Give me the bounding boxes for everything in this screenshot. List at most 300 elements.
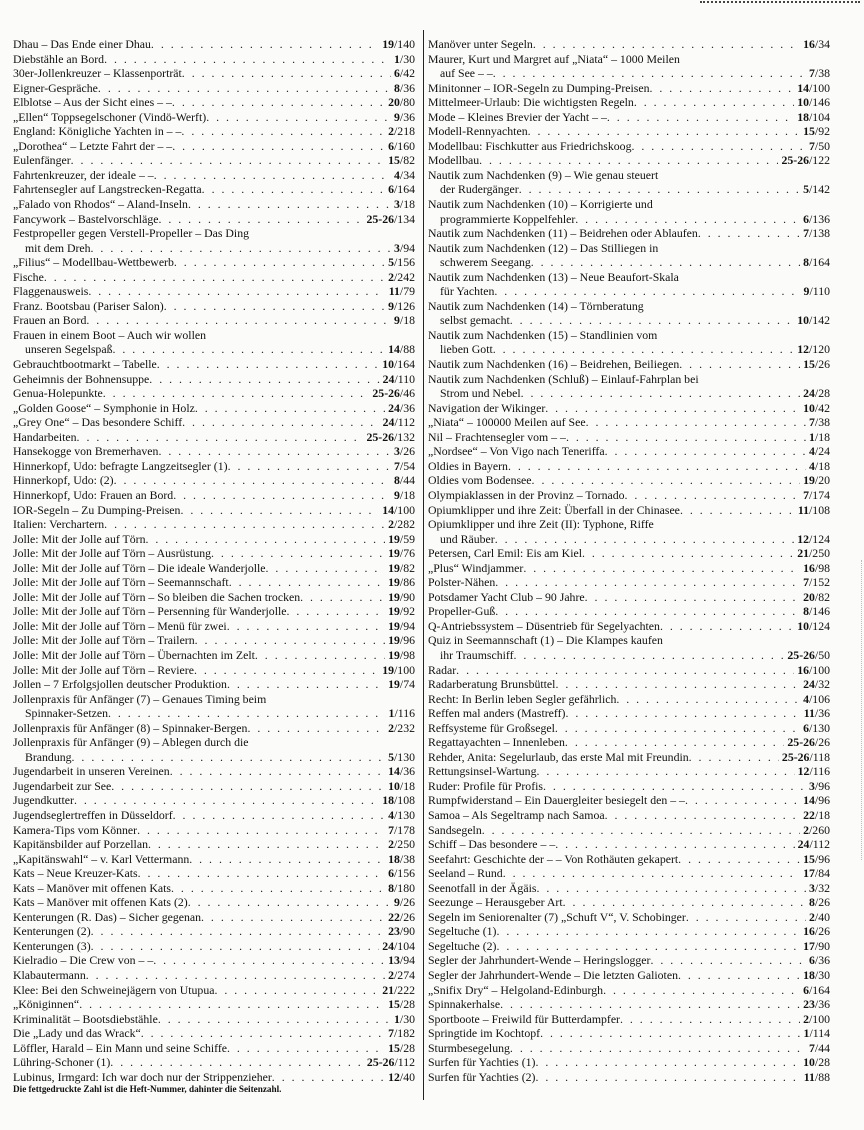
page-number: /88 <box>399 342 415 357</box>
issue-number: 4 <box>809 444 815 459</box>
index-entry <box>428 430 830 445</box>
index-entry <box>13 66 415 81</box>
leader-dots <box>173 808 385 823</box>
entry-title: Ruder: Profile für Profis <box>428 778 544 793</box>
index-entry <box>13 503 415 518</box>
index-entry <box>428 95 830 110</box>
leader-dots <box>158 1012 391 1027</box>
issue-number: 3 <box>809 778 815 793</box>
index-entry <box>428 823 830 838</box>
leader-dots <box>686 910 806 925</box>
issue-page-ref <box>385 590 415 605</box>
index-entry-line: Maurer, Kurt und Margret auf „Niata“ – 1000 Meilen <box>428 51 680 66</box>
page-number: /18 <box>399 487 415 502</box>
leader-dots <box>71 153 385 168</box>
index-entry <box>13 1070 415 1085</box>
page-number: /260 <box>809 822 830 837</box>
entry-title: Jolle: Mit der Jolle auf Törn – Die ideale Wanderjolle <box>13 560 266 575</box>
issue-page-ref <box>806 459 830 474</box>
issue-number: 10 <box>803 400 815 415</box>
page-number: /164 <box>394 357 415 372</box>
page-number: /82 <box>814 589 830 604</box>
index-column-left <box>13 37 415 1084</box>
issue-number: 24 <box>382 415 395 430</box>
issue-page-ref <box>800 401 830 416</box>
entry-title: Fancywork – Bastelvorschläge <box>13 211 159 226</box>
issue-page-ref <box>806 444 830 459</box>
page-number: /100 <box>394 662 415 677</box>
issue-number: 6 <box>388 182 395 197</box>
leader-dots <box>194 663 379 678</box>
leader-dots <box>171 881 385 896</box>
page-number: /26 <box>399 895 415 910</box>
index-entry <box>428 503 830 518</box>
leader-dots <box>605 808 801 823</box>
entry-title: Jugendseglertreffen in Düsseldorf <box>13 807 173 822</box>
issue-page-ref <box>806 1041 830 1056</box>
entry-title: Kamera-Tips vom Könner <box>13 822 138 837</box>
index-entry <box>428 735 830 750</box>
issue-page-ref <box>385 1026 415 1041</box>
leader-dots <box>300 590 385 605</box>
issue-page-ref <box>391 895 415 910</box>
issue-page-ref <box>800 1055 830 1070</box>
page-number: /232 <box>394 720 415 735</box>
index-entry <box>428 939 830 954</box>
issue-number: 10 <box>388 778 400 793</box>
issue-page-ref <box>800 575 830 590</box>
entry-title: Regattayachten – Innenleben <box>428 735 565 750</box>
page-number: /38 <box>814 415 830 430</box>
issue-number: 9 <box>394 313 400 328</box>
entry-title: und Räuber <box>440 531 495 546</box>
entry-title: Kenterungen (2) <box>13 924 91 939</box>
issue-page-ref <box>806 779 830 794</box>
issue-page-ref <box>795 837 830 852</box>
issue-number: 11 <box>388 284 400 299</box>
page-number: /142 <box>809 313 830 328</box>
entry-title: Seenotfall in der Ägäis <box>428 880 537 895</box>
entry-title: Jolle: Mit der Jolle auf Törn – Menü für zwei <box>13 618 227 633</box>
issue-number: 25-26 <box>366 429 395 444</box>
leader-dots <box>137 823 385 838</box>
issue-number: 25-26 <box>366 211 395 226</box>
issue-number: 23 <box>803 997 815 1012</box>
entry-title: Jolle: Mit der Jolle auf Törn <box>13 531 146 546</box>
page-number: /110 <box>809 284 830 299</box>
leader-dots <box>202 182 385 197</box>
issue-page-ref <box>385 532 415 547</box>
index-entry <box>428 663 830 678</box>
index-entry-continuation <box>13 706 415 721</box>
issue-number: 2 <box>388 720 395 735</box>
leader-dots <box>523 561 800 576</box>
page-number: /38 <box>399 851 415 866</box>
issue-page-ref <box>379 37 415 52</box>
issue-number: 12 <box>797 531 810 546</box>
leader-dots <box>188 197 391 212</box>
page-number: /44 <box>399 473 415 488</box>
index-entry <box>428 124 830 139</box>
index-entry <box>13 299 415 314</box>
issue-page-ref <box>391 444 415 459</box>
issue-number: 5 <box>803 182 810 197</box>
issue-page-ref <box>779 750 830 765</box>
page-number: /116 <box>809 764 830 779</box>
issue-page-ref <box>806 139 830 154</box>
leader-dots <box>603 983 800 998</box>
page-number: /44 <box>814 1040 830 1055</box>
page-number: /34 <box>814 37 830 51</box>
index-entry <box>428 881 830 896</box>
issue-number: 1 <box>803 1026 810 1041</box>
issue-page-ref <box>794 342 830 357</box>
index-entry-continuation <box>428 255 830 270</box>
index-entry <box>13 52 415 67</box>
leader-dots <box>174 255 385 270</box>
entry-title: Radarberatung Brunsbüttel <box>428 677 556 692</box>
page-number: /110 <box>394 371 415 386</box>
leader-dots <box>72 750 386 765</box>
issue-number: 8 <box>388 880 395 895</box>
index-entry-line: Nautik zum Nachdenken (9) – Wie genau steuert <box>428 167 659 182</box>
issue-number: 2 <box>803 822 810 837</box>
issue-number: 18 <box>803 968 815 982</box>
entry-title: unseren Segelspaß <box>25 342 113 357</box>
issue-number: 8 <box>803 255 810 270</box>
entry-title: „Golden Goose“ – Symphonie in Holz <box>13 400 195 415</box>
issue-number: 6 <box>803 982 810 997</box>
page-number: /218 <box>394 124 415 139</box>
page-number: /164 <box>809 982 830 997</box>
page-number: /90 <box>399 924 415 939</box>
index-entry <box>13 764 415 779</box>
issue-page-ref <box>800 692 830 707</box>
page-number: /36 <box>814 953 830 968</box>
entry-title: Segeltuche (1) <box>428 924 497 939</box>
leader-dots <box>495 575 800 590</box>
entry-title: Opiumklipper und ihre Zeit: Überfall in der Chinasee <box>428 502 680 517</box>
leader-dots <box>650 81 795 96</box>
issue-number: 10 <box>382 357 395 372</box>
index-entry-line: Quiz in Seemannschaft (1) – Die Klampes kaufen <box>428 633 663 648</box>
issue-number: 7 <box>394 458 400 473</box>
issue-number: 14 <box>797 80 810 95</box>
page-number: /82 <box>399 560 415 575</box>
leader-dots <box>535 1070 800 1085</box>
index-entry <box>13 182 415 197</box>
issue-page-ref <box>379 793 415 808</box>
leader-dots <box>158 444 391 459</box>
issue-number: 11 <box>797 502 810 517</box>
page-number: /108 <box>809 502 830 517</box>
index-entry <box>13 968 415 983</box>
leader-dots <box>77 430 364 445</box>
issue-number: 11 <box>803 1069 815 1084</box>
issue-page-ref <box>800 939 830 954</box>
index-entry-continuation <box>428 182 830 197</box>
entry-title: Olympiaklassen in der Provinz – Tornado <box>428 487 625 502</box>
issue-page-ref <box>385 575 415 590</box>
index-entry <box>13 415 415 430</box>
issue-page-ref <box>794 313 830 328</box>
issue-number: 7 <box>809 66 815 81</box>
issue-page-ref <box>806 910 830 925</box>
issue-page-ref <box>800 721 830 736</box>
entry-title: Jugendkutter <box>13 793 74 808</box>
leader-dots <box>153 953 385 968</box>
index-entry-continuation <box>428 212 830 227</box>
page-number: /20 <box>814 473 830 488</box>
issue-number: 3 <box>394 197 400 212</box>
leader-dots <box>201 910 385 925</box>
page-number: /26 <box>399 909 415 924</box>
issue-number: 7 <box>388 1026 395 1041</box>
issue-page-ref <box>385 779 415 794</box>
index-entry <box>13 313 415 328</box>
leader-dots <box>108 706 386 721</box>
issue-number: 7 <box>809 138 815 153</box>
issue-number: 6 <box>803 211 810 226</box>
issue-number: 18 <box>797 109 810 124</box>
index-entry-continuation <box>13 241 415 256</box>
index-entry <box>428 852 830 867</box>
issue-page-ref <box>385 1041 415 1056</box>
index-entry <box>13 1055 415 1070</box>
index-entry <box>13 270 415 285</box>
issue-page-ref <box>800 604 830 619</box>
entry-title: IOR-Segeln – Zu Dumping-Preisen <box>13 502 181 517</box>
issue-page-ref <box>391 473 415 488</box>
leader-dots <box>540 1026 800 1041</box>
issue-number: 8 <box>394 80 400 95</box>
entry-title: Sturmbesegelung <box>428 1040 510 1055</box>
leader-dots <box>148 837 385 852</box>
entry-title: Springtide im Kochtopf <box>428 1026 541 1041</box>
issue-number: 6 <box>388 866 395 881</box>
issue-number: 6 <box>394 66 400 81</box>
page-number: /94 <box>399 618 415 633</box>
entry-title: Recht: In Berlin leben Segler gefährlich <box>428 691 617 706</box>
index-entry <box>428 546 830 561</box>
page-number: /140 <box>394 37 415 51</box>
index-entry <box>13 983 415 998</box>
issue-page-ref <box>385 750 415 765</box>
issue-page-ref <box>391 241 415 256</box>
page-number: /26 <box>399 444 415 459</box>
issue-page-ref <box>391 459 415 474</box>
issue-number: 7 <box>803 487 810 502</box>
entry-title: Franz. Bootsbau (Pariser Salon) <box>13 298 164 313</box>
entry-title: Modellbau <box>428 153 480 168</box>
entry-title: Hinnerkopf, Udo: Frauen an Bord <box>13 487 174 502</box>
leader-dots <box>138 866 386 881</box>
page-number: /36 <box>814 706 830 721</box>
issue-page-ref <box>806 895 830 910</box>
issue-number: 12 <box>388 1069 400 1084</box>
index-entry-line: Nautik zum Nachdenken (15) – Standlinien vom <box>428 327 658 342</box>
index-entry <box>428 401 830 416</box>
issue-number: 15 <box>803 357 815 372</box>
leader-dots <box>479 153 778 168</box>
leader-dots <box>91 241 391 256</box>
issue-number: 13 <box>388 953 400 968</box>
issue-page-ref <box>385 997 415 1012</box>
issue-page-ref <box>801 284 830 299</box>
entry-title: Polster-Nähen <box>428 575 496 590</box>
issue-page-ref <box>391 81 415 96</box>
index-entry <box>428 444 830 459</box>
issue-number: 24 <box>803 386 815 401</box>
entry-title: Segeltuche (2) <box>428 938 497 953</box>
entry-title: Mode – Kleines Brevier der Yacht – – <box>428 109 607 124</box>
issue-page-ref <box>800 124 830 139</box>
issue-page-ref <box>385 808 415 823</box>
issue-number: 10 <box>797 95 810 110</box>
index-entry <box>428 153 830 168</box>
entry-title: Klee: Bei den Schweinejägern von Utupua <box>13 982 215 997</box>
entry-title: Eulenfänger <box>13 153 71 168</box>
leader-dots <box>151 37 379 52</box>
entry-title: 30er-Jollenkreuzer – Klassenporträt <box>13 66 182 81</box>
index-entry <box>13 284 415 299</box>
index-entry-line: Nautik zum Nachdenken (14) – Törnberatung <box>428 298 644 313</box>
index-entry <box>13 255 415 270</box>
issue-number: 14 <box>382 502 395 517</box>
entry-title: Kats – Manöver mit offenen Kats (2) <box>13 895 188 910</box>
leader-dots <box>158 212 363 227</box>
page-number: /26 <box>814 735 830 750</box>
index-entry <box>13 590 415 605</box>
entry-title: „Falado von Rhodos“ – Aland-Inseln <box>13 197 188 212</box>
issue-number: 19 <box>388 647 400 662</box>
issue-page-ref <box>806 415 830 430</box>
entry-title: Sportboote – Freiwild für Butterdampfer <box>428 1011 620 1026</box>
entry-title: Potsdamer Yacht Club – 90 Jahre <box>428 589 585 604</box>
leader-dots <box>227 619 385 634</box>
page-number: /100 <box>809 80 830 95</box>
leader-dots <box>555 677 800 692</box>
entry-title: mit dem Dreh <box>25 240 91 255</box>
page-number: /42 <box>399 66 415 81</box>
issue-page-ref <box>385 342 415 357</box>
issue-number: 23 <box>388 924 400 939</box>
issue-number: 4 <box>394 167 400 182</box>
leader-dots <box>508 459 806 474</box>
entry-title: „Niata“ – 100000 Meilen auf See <box>428 415 586 430</box>
issue-page-ref <box>800 357 830 372</box>
issue-number: 9 <box>388 298 395 313</box>
index-entry <box>13 546 415 561</box>
page-number: /98 <box>814 560 830 575</box>
issue-number: 19 <box>388 618 400 633</box>
issue-number: 10 <box>797 313 810 328</box>
entry-title: Genua-Holepunkte <box>13 386 103 401</box>
page-number: /106 <box>809 691 830 706</box>
page-number: /36 <box>814 997 830 1012</box>
entry-title: Jugendarbeit zur See <box>13 778 112 793</box>
index-entry <box>13 793 415 808</box>
page-number: /164 <box>809 255 830 270</box>
leader-dots <box>182 66 391 81</box>
issue-number: 19 <box>388 560 400 575</box>
page-number: /36 <box>399 764 415 779</box>
page-number: /132 <box>394 429 415 444</box>
leader-dots <box>228 459 391 474</box>
page-number: /86 <box>399 575 415 590</box>
issue-page-ref <box>794 110 830 125</box>
page-number: /156 <box>394 866 415 881</box>
issue-number: 12 <box>797 342 810 357</box>
issue-page-ref <box>379 983 415 998</box>
page-number: /30 <box>399 51 415 66</box>
page-number: /100 <box>809 662 830 677</box>
leader-dots <box>521 386 801 401</box>
issue-page-ref <box>385 401 415 416</box>
index-entry <box>13 575 415 590</box>
issue-number: 2 <box>388 124 395 139</box>
issue-page-ref <box>385 153 415 168</box>
issue-page-ref <box>385 633 415 648</box>
page-number: /26 <box>814 895 830 910</box>
page-number: /222 <box>394 982 415 997</box>
issue-page-ref <box>801 1026 830 1041</box>
index-entry <box>13 939 415 954</box>
index-entry <box>428 968 830 983</box>
issue-page-ref <box>386 706 415 721</box>
issue-page-ref <box>800 255 830 270</box>
issue-number: 22 <box>388 909 400 924</box>
issue-number: 2 <box>809 909 815 924</box>
leader-dots <box>181 124 385 139</box>
leader-dots <box>500 997 800 1012</box>
issue-page-ref <box>806 66 830 81</box>
leader-dots <box>227 677 385 692</box>
page-number: /138 <box>809 226 830 241</box>
leader-dots <box>607 110 794 125</box>
issue-page-ref <box>364 1055 415 1070</box>
page-number: /114 <box>809 1026 830 1041</box>
page-number: /36 <box>399 400 415 415</box>
entry-title: der Rudergänger <box>440 182 519 197</box>
leader-dots <box>566 430 806 445</box>
leader-dots <box>86 313 391 328</box>
leader-dots <box>510 1041 806 1056</box>
entry-title: Nil – Frachtensegler vom – – <box>428 429 566 444</box>
leader-dots <box>495 532 795 547</box>
page-number: /120 <box>809 342 830 357</box>
leader-dots <box>91 939 380 954</box>
index-entry <box>428 357 830 372</box>
leader-dots <box>493 342 794 357</box>
index-entry-line: Nautik zum Nachdenken (Schluß) – Einlauf-Fahrplan bei <box>428 371 699 386</box>
entry-title: Flaggenausweis <box>13 284 89 299</box>
issue-number: 10 <box>797 618 810 633</box>
index-entry-continuation <box>13 750 415 765</box>
issue-page-ref <box>800 386 830 401</box>
page-number: /282 <box>394 517 415 532</box>
index-entry <box>13 953 415 968</box>
entry-title: Italien: Verchartern <box>13 517 105 532</box>
leader-dots <box>214 983 379 998</box>
leader-dots <box>98 81 391 96</box>
page-number: /30 <box>814 968 830 982</box>
index-entry <box>13 808 415 823</box>
index-entry-line: Nautik zum Nachdenken (13) – Neue Beaufort-Skala <box>428 269 679 284</box>
entry-title: Rumpfwiderstand – Ein Dauergleiter besiegelt den – – <box>428 793 685 808</box>
page-number: /130 <box>394 807 415 822</box>
page-number: /88 <box>814 1069 830 1084</box>
